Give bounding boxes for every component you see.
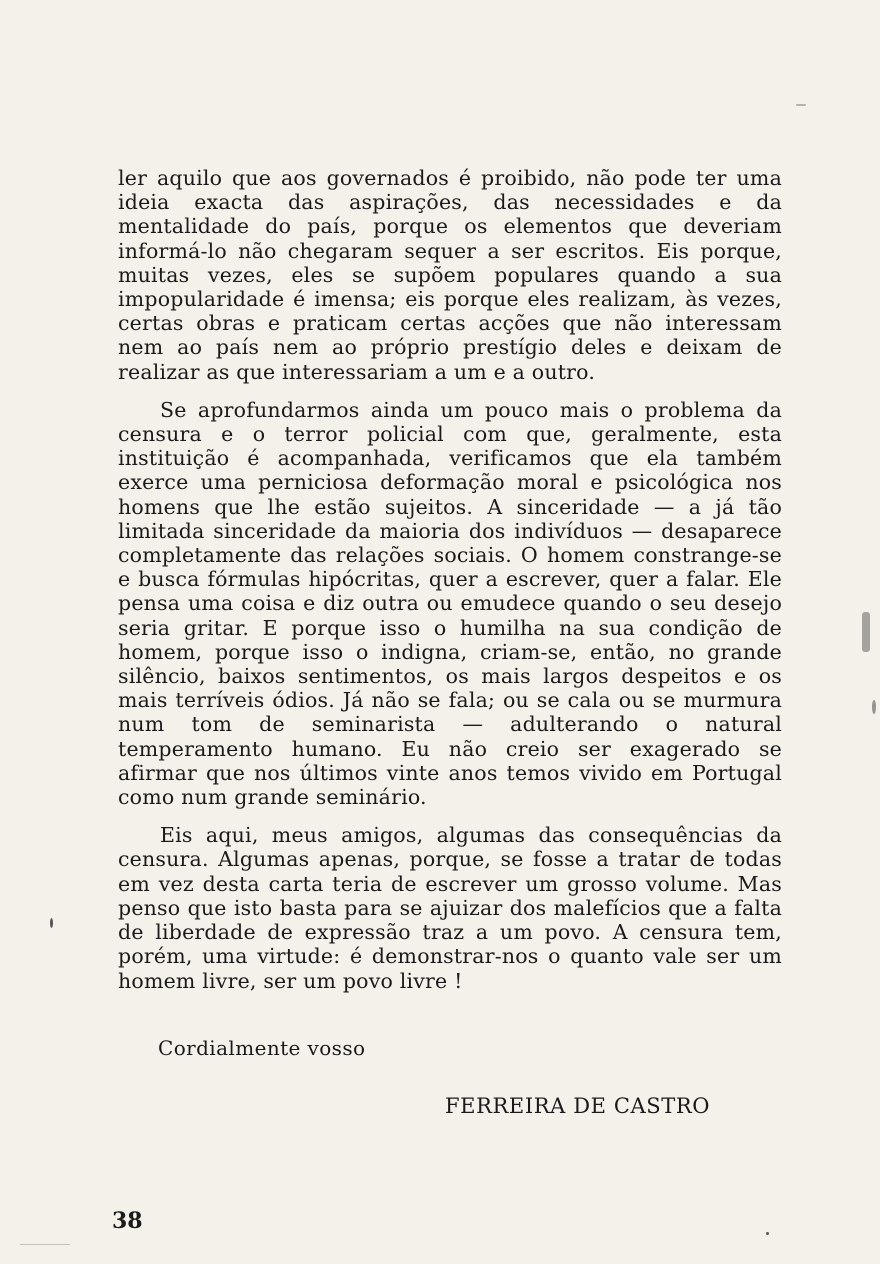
scan-speck bbox=[766, 1232, 769, 1235]
scan-speck bbox=[872, 700, 876, 714]
page-number: 38 bbox=[112, 1208, 143, 1234]
paragraph-2: Se aprofundarmos ainda um pouco mais o problema da censura e o terror policial com que, geralmente, esta instituição é acompanhada, verificamos que ela também exerce uma perniciosa deformação moral e psicológica nos homens que lhe estão sujeitos. A sinceridade — a já tão limitada sinceridade da maioria dos indivíduos — desaparece completamente das relações sociais. O homem constrange-se e busca fórmulas hipócritas, quer a escrever, quer a falar. Ele pensa uma coisa e diz outra ou emudece quando o seu desejo seria gritar. E porque isso o humilha na sua condição de homem, porque isso o indigna, criam-se, então, no grande silêncio, baixos sentimentos, os mais largos despeitos e os mais terríveis ódios. Já não se fala; ou se cala ou se murmura num tom de seminarista — adulterando o natural temperamento humano. Eu não creio ser exagerado se afirmar que nos últimos vinte anos temos vivido em Portugal como num grande seminário. bbox=[118, 397, 782, 810]
scan-speck bbox=[50, 918, 53, 928]
paragraph-1: ler aquilo que aos governados é proibido, não pode ter uma ideia exacta das aspirações, das necessidades e da mentalidade do país, porque os elementos que deveriam informá-lo não chegaram sequer a ser escritos. Eis porque, muitas vezes, eles se supõem populares quando a sua impopularidade é imensa; eis porque eles realizam, às vezes, certas obras e praticam certas acções que não interessam nem ao país nem ao próprio prestígio deles e deixam de realizar as que interessariam a um e a outro. bbox=[118, 166, 782, 384]
scan-speck bbox=[796, 104, 806, 106]
paragraph-gap bbox=[118, 384, 782, 398]
scan-speck bbox=[20, 1244, 70, 1245]
scan-speck bbox=[862, 612, 870, 652]
body-text bbox=[118, 166, 782, 993]
author-signature: FERREIRA DE CASTRO bbox=[445, 1094, 711, 1118]
paragraph-gap bbox=[118, 809, 782, 823]
closing-salutation: Cordialmente vosso bbox=[158, 1036, 366, 1060]
paragraph-3: Eis aqui, meus amigos, algumas das consequências da censura. Algumas apenas, porque, se fosse a tratar de todas em vez desta carta teria de escrever um grosso volume. Mas penso que isto basta para se ajuizar dos malefícios que a falta de liberdade de expressão traz a um povo. A censura tem, porém, uma virtude: é demonstrar-nos o quanto vale ser um homem livre, ser um povo livre ! bbox=[118, 823, 782, 993]
